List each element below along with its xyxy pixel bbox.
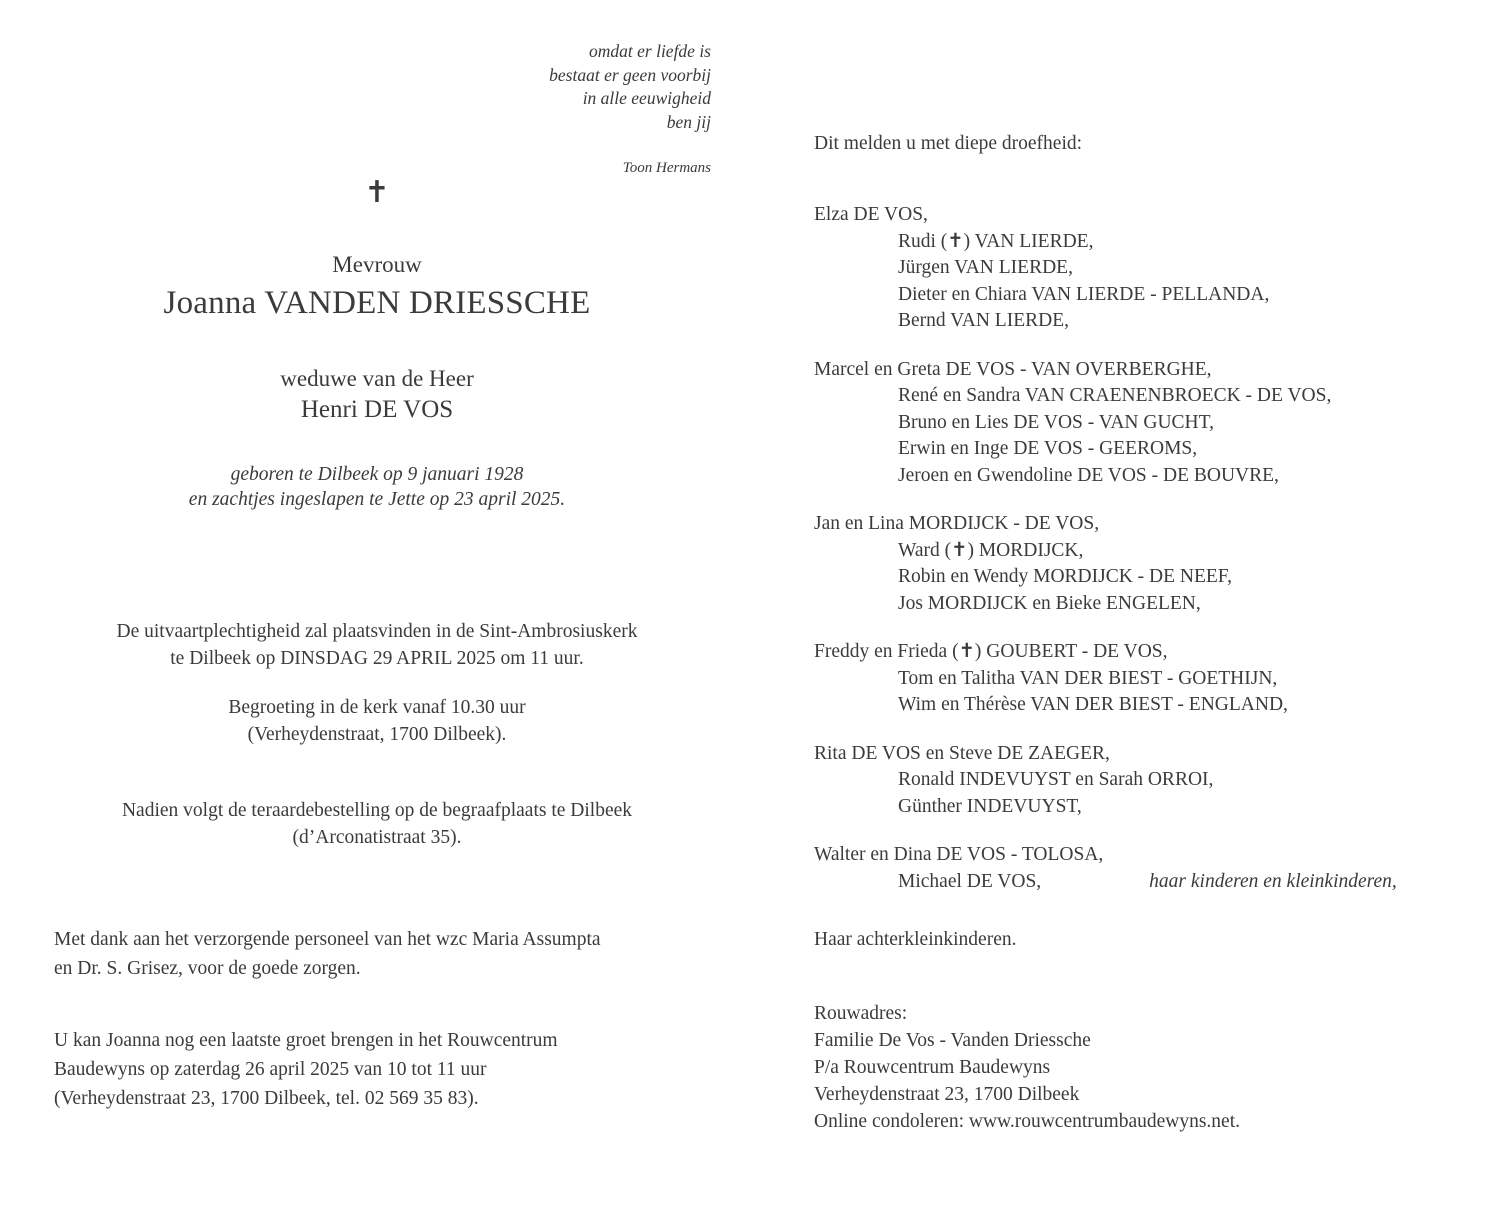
- mourning-address-line-4: Online condoleren: www.rouwcentrumbaudewyns.net.: [814, 1111, 1240, 1132]
- thanks-line-2: en Dr. S. Grisez, voor de goede zorgen.: [54, 958, 361, 979]
- greeting-line-2: (Verheydenstraat, 1700 Dilbeek).: [247, 724, 507, 745]
- family-line: Elza DE VOS,: [814, 204, 928, 225]
- thanks-line-1: Met dank aan het verzorgende personeel van het wzc Maria Assumpta: [54, 929, 601, 950]
- family-line: Robin en Wendy MORDIJCK - DE NEEF,: [898, 566, 1232, 587]
- poem-line-2: bestaat er geen voorbij: [549, 64, 711, 85]
- visit-line-1: U kan Joanna nog een laatste groet brengen in het Rouwcentrum: [54, 1030, 558, 1051]
- mourning-address-line-1: Familie De Vos - Vanden Driessche: [814, 1030, 1091, 1051]
- mourning-address-line-3: Verheydenstraat 23, 1700 Dilbeek: [814, 1084, 1080, 1105]
- visit-line-3: (Verheydenstraat 23, 1700 Dilbeek, tel. 02 569 35 83).: [54, 1088, 479, 1109]
- spouse-name: Henri DE VOS: [300, 396, 454, 423]
- family-line: Jürgen VAN LIERDE,: [898, 257, 1073, 278]
- family-line: Bruno en Lies DE VOS - VAN GUCHT,: [898, 411, 1214, 433]
- family-line: Rita DE VOS en Steve DE ZAEGER,: [814, 742, 1110, 764]
- family-list: [814, 202, 1504, 917]
- ceremony-info: [0, 618, 754, 672]
- ceremony-line-2: te Dilbeek op DINSDAG 29 APRIL 2025 om 11 uur.: [170, 648, 584, 669]
- burial-line-2: (d’Arconatistraat 35).: [292, 827, 462, 848]
- poem-line-3: in alle eeuwigheid: [582, 88, 711, 108]
- family-relation-note: haar kinderen en kleinkinderen,: [1149, 870, 1397, 892]
- left-column: [0, 0, 754, 1214]
- announcement-text: Dit melden u met diepe droefheid:: [814, 133, 1083, 154]
- family-line: Jan en Lina MORDIJCK - DE VOS,: [814, 513, 1100, 534]
- family-line: Marcel en Greta DE VOS - VAN OVERBERGHE,: [814, 358, 1212, 380]
- poem-line-1: omdat er liefde is: [589, 41, 711, 61]
- family-line: Freddy en Frieda (✝) GOUBERT - DE VOS,: [814, 641, 1168, 662]
- poem-line-4: ben jij: [666, 111, 711, 132]
- family-line: Ward (✝) MORDIJCK,: [898, 539, 1084, 561]
- family-line: Walter en Dina DE VOS - TOLOSA,: [814, 844, 1104, 865]
- poem: [549, 40, 711, 134]
- family-line: Wim en Thérèse VAN DER BIEST - ENGLAND,: [898, 694, 1288, 715]
- burial-line-1: Nadien volgt de teraardebestelling op de begraafplaats te Dilbeek: [121, 800, 633, 821]
- family-line: René en Sandra VAN CRAENENBROECK - DE VOS,: [898, 385, 1332, 406]
- mourning-address-line-2: P/a Rouwcentrum Baudewyns: [814, 1057, 1051, 1078]
- mourning-address-label: Rouwadres:: [814, 1003, 908, 1024]
- widow-label: weduwe van de Heer: [280, 366, 474, 391]
- family-group: [814, 202, 1504, 335]
- visit-line-2: Baudewyns op zaterdag 26 april 2025 van 10 tot 11 uur: [54, 1059, 487, 1080]
- family-group: [814, 842, 1504, 895]
- family-line: Dieter en Chiara VAN LIERDE - PELLANDA,: [898, 283, 1270, 305]
- deceased-title: Mevrouw: [332, 252, 422, 277]
- family-line: Tom en Talitha VAN DER BIEST - GOETHIJN,: [898, 667, 1278, 689]
- family-group: [814, 741, 1504, 821]
- family-line: Bernd VAN LIERDE,: [898, 310, 1069, 331]
- family-line: Jos MORDIJCK en Bieke ENGELEN,: [898, 592, 1201, 614]
- family-group: [814, 511, 1504, 617]
- family-line: Ronald INDEVUYST en Sarah ORROI,: [898, 769, 1214, 790]
- ceremony-line-1: De uitvaartplechtigheid zal plaatsvinden in de Sint-Ambrosiuskerk: [116, 621, 638, 642]
- family-group: [814, 639, 1504, 719]
- mourning-address: [814, 1000, 1504, 1135]
- birth-line: geboren te Dilbeek op 9 januari 1928: [230, 464, 524, 485]
- poem-author: Toon Hermans: [622, 160, 711, 176]
- family-line: Günther INDEVUYST,: [898, 795, 1082, 817]
- family-group: [814, 357, 1504, 490]
- greeting-line-1: Begroeting in de kerk vanaf 10.30 uur: [228, 697, 526, 718]
- family-line: Erwin en Inge DE VOS - GEEROMS,: [898, 438, 1198, 459]
- greeting-info: [0, 694, 754, 748]
- family-line: Jeroen en Gwendoline DE VOS - DE BOUVRE,: [898, 464, 1279, 486]
- family-line: [814, 869, 1504, 896]
- family-line-text: Michael DE VOS,: [898, 870, 1042, 892]
- great-grandchildren: Haar achterkleinkinderen.: [814, 929, 1017, 950]
- family-line: Rudi (✝) VAN LIERDE,: [898, 230, 1094, 252]
- cross-icon: ✝: [364, 176, 390, 209]
- burial-info: [0, 797, 754, 851]
- visitation-info: [54, 1026, 724, 1113]
- deceased-name: Joanna VANDEN DRIESSCHE: [163, 285, 591, 321]
- thanks-note: [54, 925, 709, 983]
- right-column: [754, 0, 1509, 1214]
- life-dates: [0, 462, 754, 512]
- death-line: en zachtjes ingeslapen te Jette op 23 april 2025.: [188, 489, 566, 510]
